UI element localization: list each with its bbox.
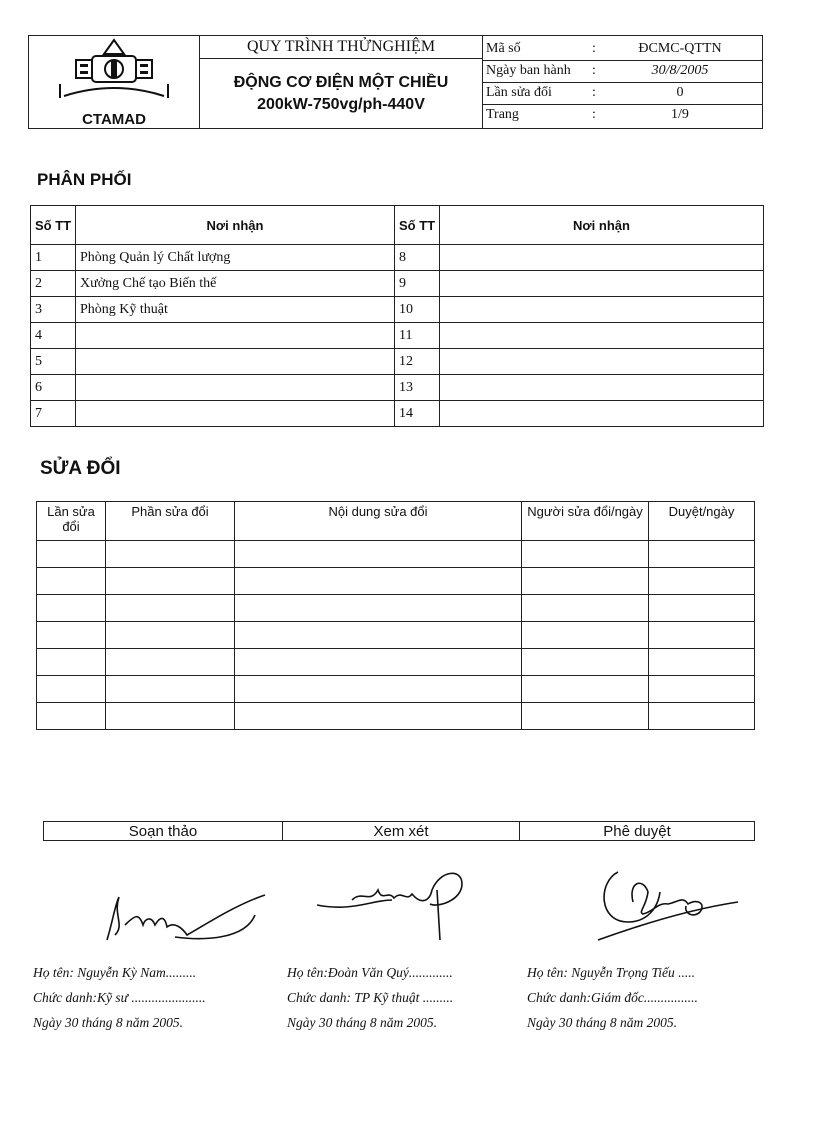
- table-cell: [235, 622, 522, 649]
- table-row: [37, 649, 755, 676]
- recipient-name: [440, 271, 764, 297]
- meta-colon: :: [584, 60, 604, 82]
- logo-text: CTAMAD: [82, 111, 146, 128]
- ctamad-logo-icon: [54, 36, 174, 104]
- signatory-title: Chức danh:Giám đốc: [527, 990, 644, 1005]
- table-cell: [37, 568, 106, 595]
- document-header: [28, 35, 763, 129]
- table-cell: [522, 649, 649, 676]
- title-line-2: 200kW-750vg/ph-440V: [257, 95, 425, 113]
- meta-colon: :: [592, 107, 596, 122]
- table-row: [31, 401, 764, 427]
- meta-colon: :: [584, 82, 604, 104]
- meta-colon: :: [584, 39, 604, 61]
- meta-key: Trang: [486, 107, 519, 122]
- signatory-approved: Họ tên: Nguyễn Trọng Tiếu ..... Chức danh:Giám đốc................ Ngày 30 tháng 8 năm 2005.: [527, 960, 772, 1035]
- table-row: [37, 676, 755, 703]
- table-cell: [106, 649, 235, 676]
- table-row: [31, 375, 764, 401]
- meta-key: Mã số: [483, 39, 584, 61]
- table-cell: [649, 568, 755, 595]
- recipient-name: [440, 349, 764, 375]
- table-row: [31, 245, 764, 271]
- label-approved: Phê duyệt: [520, 822, 755, 841]
- signatory-name: Họ tên: Nguyễn Kỳ Nam: [33, 965, 166, 980]
- title-line-1: ĐỘNG CƠ ĐIỆN MỘT CHIỀU: [233, 73, 449, 91]
- row-number: 5: [31, 349, 76, 375]
- meta-key: Ngày ban hành: [483, 60, 584, 82]
- table-cell: [235, 595, 522, 622]
- table-cell: [522, 676, 649, 703]
- column-header-part: Phần sửa đổi: [106, 502, 235, 541]
- recipient-name: [440, 401, 764, 427]
- table-cell: [522, 541, 649, 568]
- row-number: 1: [31, 245, 76, 271]
- recipient-name: [440, 375, 764, 401]
- recipient-name: [76, 323, 395, 349]
- distribution-heading: PHÂN PHỐI: [37, 170, 132, 189]
- recipient-name: Xưởng Chế tạo Biến thế: [76, 271, 395, 297]
- table-cell: [106, 595, 235, 622]
- row-number: 9: [395, 271, 440, 297]
- row-number: 4: [31, 323, 76, 349]
- row-number: 7: [31, 401, 76, 427]
- table-row: [37, 595, 755, 622]
- table-cell: [649, 676, 755, 703]
- column-header-recipient: Nơi nhận: [76, 206, 395, 245]
- column-header-revision: Lần sửa đổi: [37, 502, 106, 541]
- column-header-approval: Duyệt/ngày: [649, 502, 755, 541]
- table-cell: [235, 703, 522, 730]
- row-number: 13: [395, 375, 440, 401]
- recipient-name: [76, 375, 395, 401]
- revisions-table: [36, 501, 755, 730]
- column-header-content: Nội dung sửa đổi: [235, 502, 522, 541]
- column-header-no: Số TT: [395, 206, 440, 245]
- signatory-date: Ngày 30 tháng 8 năm 2005.: [527, 1015, 677, 1030]
- row-number: 14: [395, 401, 440, 427]
- table-cell: [649, 595, 755, 622]
- table-cell: [649, 649, 755, 676]
- table-row: [31, 349, 764, 375]
- recipient-name: [76, 401, 395, 427]
- table-cell: [106, 703, 235, 730]
- table-cell: [235, 541, 522, 568]
- row-number: 2: [31, 271, 76, 297]
- signatory-title: Chức danh:Kỹ sư: [33, 990, 128, 1005]
- row-number: 6: [31, 375, 76, 401]
- table-cell: [37, 676, 106, 703]
- table-row: [37, 703, 755, 730]
- distribution-table: [30, 205, 764, 427]
- recipient-name: [440, 245, 764, 271]
- recipient-name: [440, 323, 764, 349]
- document-type: QUY TRÌNH THỬNGHIỆM: [200, 36, 483, 59]
- table-cell: [37, 595, 106, 622]
- revisions-heading: SỬA ĐỔI: [40, 458, 121, 479]
- table-cell: [37, 649, 106, 676]
- table-row: [31, 297, 764, 323]
- row-number: 10: [395, 297, 440, 323]
- signature-1-icon: [95, 885, 270, 950]
- table-row: [31, 271, 764, 297]
- signature-3-icon: [588, 862, 748, 947]
- table-cell: [106, 622, 235, 649]
- table-cell: [106, 541, 235, 568]
- table-cell: [235, 649, 522, 676]
- row-number: 12: [395, 349, 440, 375]
- table-row: [31, 323, 764, 349]
- table-cell: [235, 676, 522, 703]
- column-header-no: Số TT: [31, 206, 76, 245]
- table-cell: [649, 703, 755, 730]
- table-cell: [522, 595, 649, 622]
- document-title: [200, 59, 483, 129]
- table-cell: [522, 622, 649, 649]
- table-cell: [235, 568, 522, 595]
- table-cell: [649, 622, 755, 649]
- recipient-name: [440, 297, 764, 323]
- recipient-name: Phòng Kỹ thuật: [76, 297, 395, 323]
- meta-value-page: 1/9: [671, 107, 689, 122]
- table-cell: [37, 703, 106, 730]
- signatory-reviewed: Họ tên:Đoàn Văn Quý............. Chức danh: TP Kỹ thuật ......... Ngày 30 tháng 8 năm 2005.: [287, 960, 532, 1035]
- table-cell: [106, 568, 235, 595]
- signatory-name: Họ tên: Nguyễn Trọng Tiếu: [527, 965, 675, 980]
- table-cell: [522, 703, 649, 730]
- label-reviewed: Xem xét: [283, 822, 520, 841]
- meta-key: Lần sửa đổi: [483, 82, 584, 104]
- meta-value-revision: 0: [604, 82, 762, 104]
- meta-value-issue-date: 30/8/2005: [604, 60, 762, 82]
- table-row: [37, 622, 755, 649]
- company-logo: [29, 36, 200, 129]
- table-cell: [522, 568, 649, 595]
- signatory-name: Họ tên:Đoàn Văn Quý: [287, 965, 409, 980]
- meta-value-code: ĐCMC-QTTN: [604, 39, 762, 61]
- table-row: [37, 568, 755, 595]
- column-header-recipient: Nơi nhận: [440, 206, 764, 245]
- signatory-title: Chức danh: TP Kỹ thuật: [287, 990, 420, 1005]
- signature-2-icon: [312, 860, 487, 945]
- recipient-name: Phòng Quản lý Chất lượng: [76, 245, 395, 271]
- label-prepared: Soạn thảo: [44, 822, 283, 841]
- table-cell: [649, 541, 755, 568]
- table-cell: [37, 541, 106, 568]
- table-cell: [37, 622, 106, 649]
- row-number: 11: [395, 323, 440, 349]
- document-meta: [483, 36, 763, 129]
- recipient-name: [76, 349, 395, 375]
- row-number: 8: [395, 245, 440, 271]
- row-number: 3: [31, 297, 76, 323]
- signatory-date: Ngày 30 tháng 8 năm 2005.: [287, 1015, 437, 1030]
- signatory-prepared: Họ tên: Nguyễn Kỳ Nam......... Chức danh:Kỹ sư ...................... Ngày 30 tháng 8 năm 2005.: [33, 960, 278, 1035]
- table-cell: [106, 676, 235, 703]
- signatory-date: Ngày 30 tháng 8 năm 2005.: [33, 1015, 183, 1030]
- table-row: [37, 541, 755, 568]
- signature-header-bar: [43, 821, 755, 841]
- column-header-person: Người sửa đổi/ngày: [522, 502, 649, 541]
